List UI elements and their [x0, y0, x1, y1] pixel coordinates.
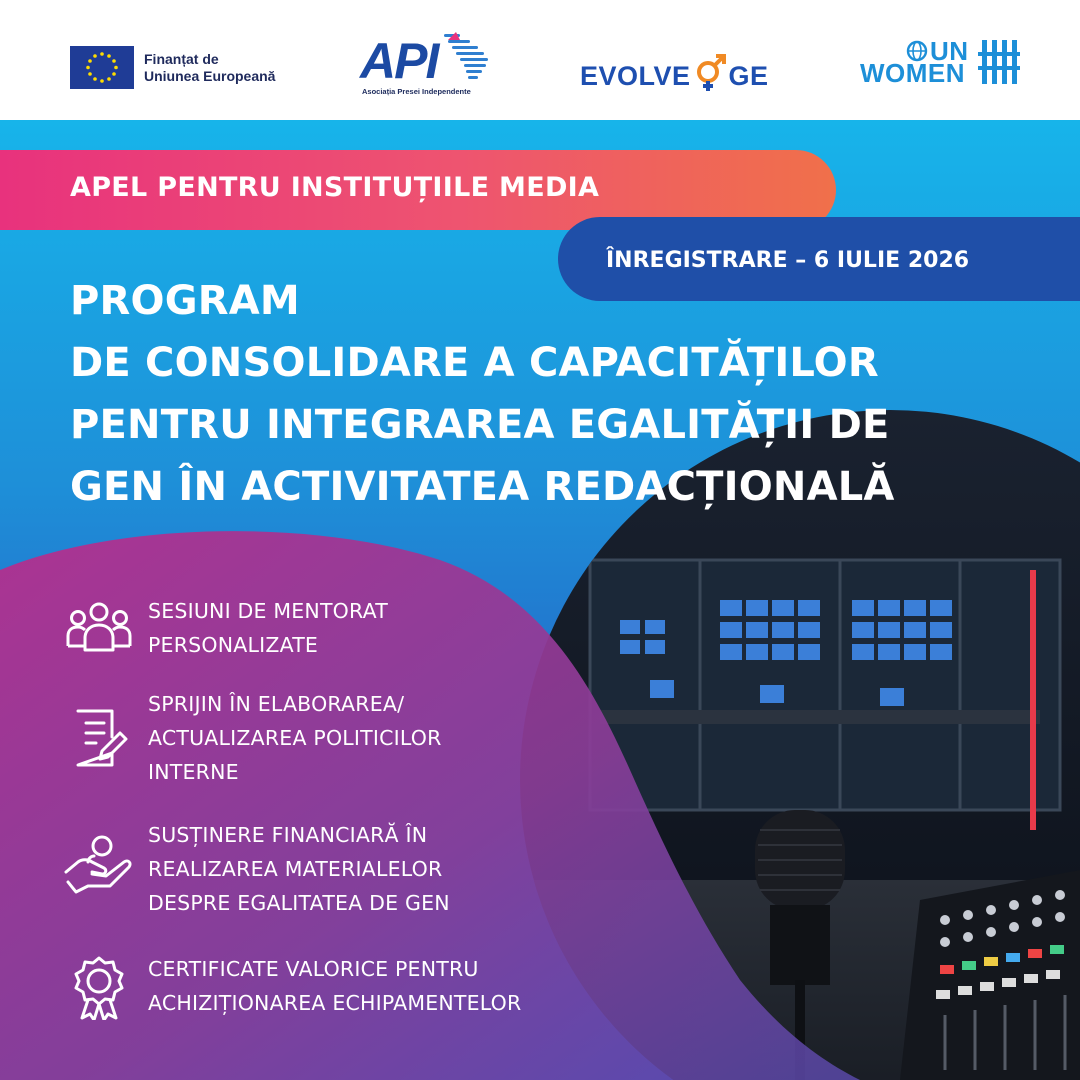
hand-coin-icon: [64, 832, 134, 896]
unwomen-logo: [860, 36, 1025, 92]
title-line-4: GEN ÎN ACTIVITATEA REDACȚIONALĂ: [70, 464, 895, 510]
feature-line: SPRIJIN ÎN ELABORAREA/: [148, 692, 405, 716]
people-group-icon: [64, 598, 134, 662]
evolve-right-text: GE: [728, 60, 769, 91]
program-title: [70, 270, 1030, 518]
eu-flag-icon: [70, 46, 134, 89]
eu-funding-text: [144, 51, 275, 85]
feature-line: DESPRE EGALITATEA DE GEN: [148, 891, 450, 915]
gender-symbol-icon: [692, 52, 728, 92]
unwomen-line2: WOMEN: [860, 58, 966, 88]
feature-line: PERSONALIZATE: [148, 633, 319, 657]
api-logo: [358, 30, 498, 100]
main-panel: [0, 120, 1080, 1080]
unwomen-line1: UN: [930, 36, 969, 66]
feature-line: SUSȚINERE FINANCIARĂ ÎN: [148, 823, 428, 847]
call-banner-text: APEL PENTRU INSTITUȚIILE MEDIA: [70, 172, 600, 203]
feature-line: SESIUNI DE MENTORAT: [148, 599, 388, 623]
evolve4ge-logo: [580, 58, 769, 94]
feature-text-financial: [148, 818, 450, 920]
feature-text-mentoring: [148, 594, 388, 662]
unwomen-symbol-icon: [978, 38, 1020, 86]
eu-text-line2: Uniunea Europeană: [144, 67, 276, 84]
document-edit-icon: [64, 707, 134, 771]
title-line-2: DE CONSOLIDARE A CAPACITĂȚILOR: [70, 340, 879, 386]
registration-date-text: ÎNREGISTRARE – 6 IULIE 2026: [606, 248, 970, 273]
award-badge-icon: [64, 956, 134, 1020]
evolve-left-text: EVOLVE: [580, 60, 691, 91]
feature-line: ACTUALIZAREA POLITICILOR: [148, 726, 442, 750]
api-subtitle: Asociația Presei Independente: [362, 87, 471, 96]
api-name: API: [360, 33, 438, 89]
feature-text-policies: [148, 687, 442, 789]
feature-text-certificates: [148, 952, 521, 1020]
feature-line: REALIZAREA MATERIALELOR: [148, 857, 443, 881]
eu-text-line1: Finanțat de: [144, 50, 219, 67]
feature-line: ACHIZIȚIONAREA ECHIPAMENTELOR: [148, 991, 522, 1015]
title-line-3: PENTRU INTEGRAREA EGALITĂȚII DE: [70, 402, 890, 448]
feature-line: INTERNE: [148, 760, 239, 784]
eu-funding-logo: [70, 46, 275, 89]
feature-line: CERTIFICATE VALORICE PENTRU: [148, 957, 479, 981]
header-logos: [0, 0, 1080, 120]
title-line-1: PROGRAM: [70, 278, 300, 324]
